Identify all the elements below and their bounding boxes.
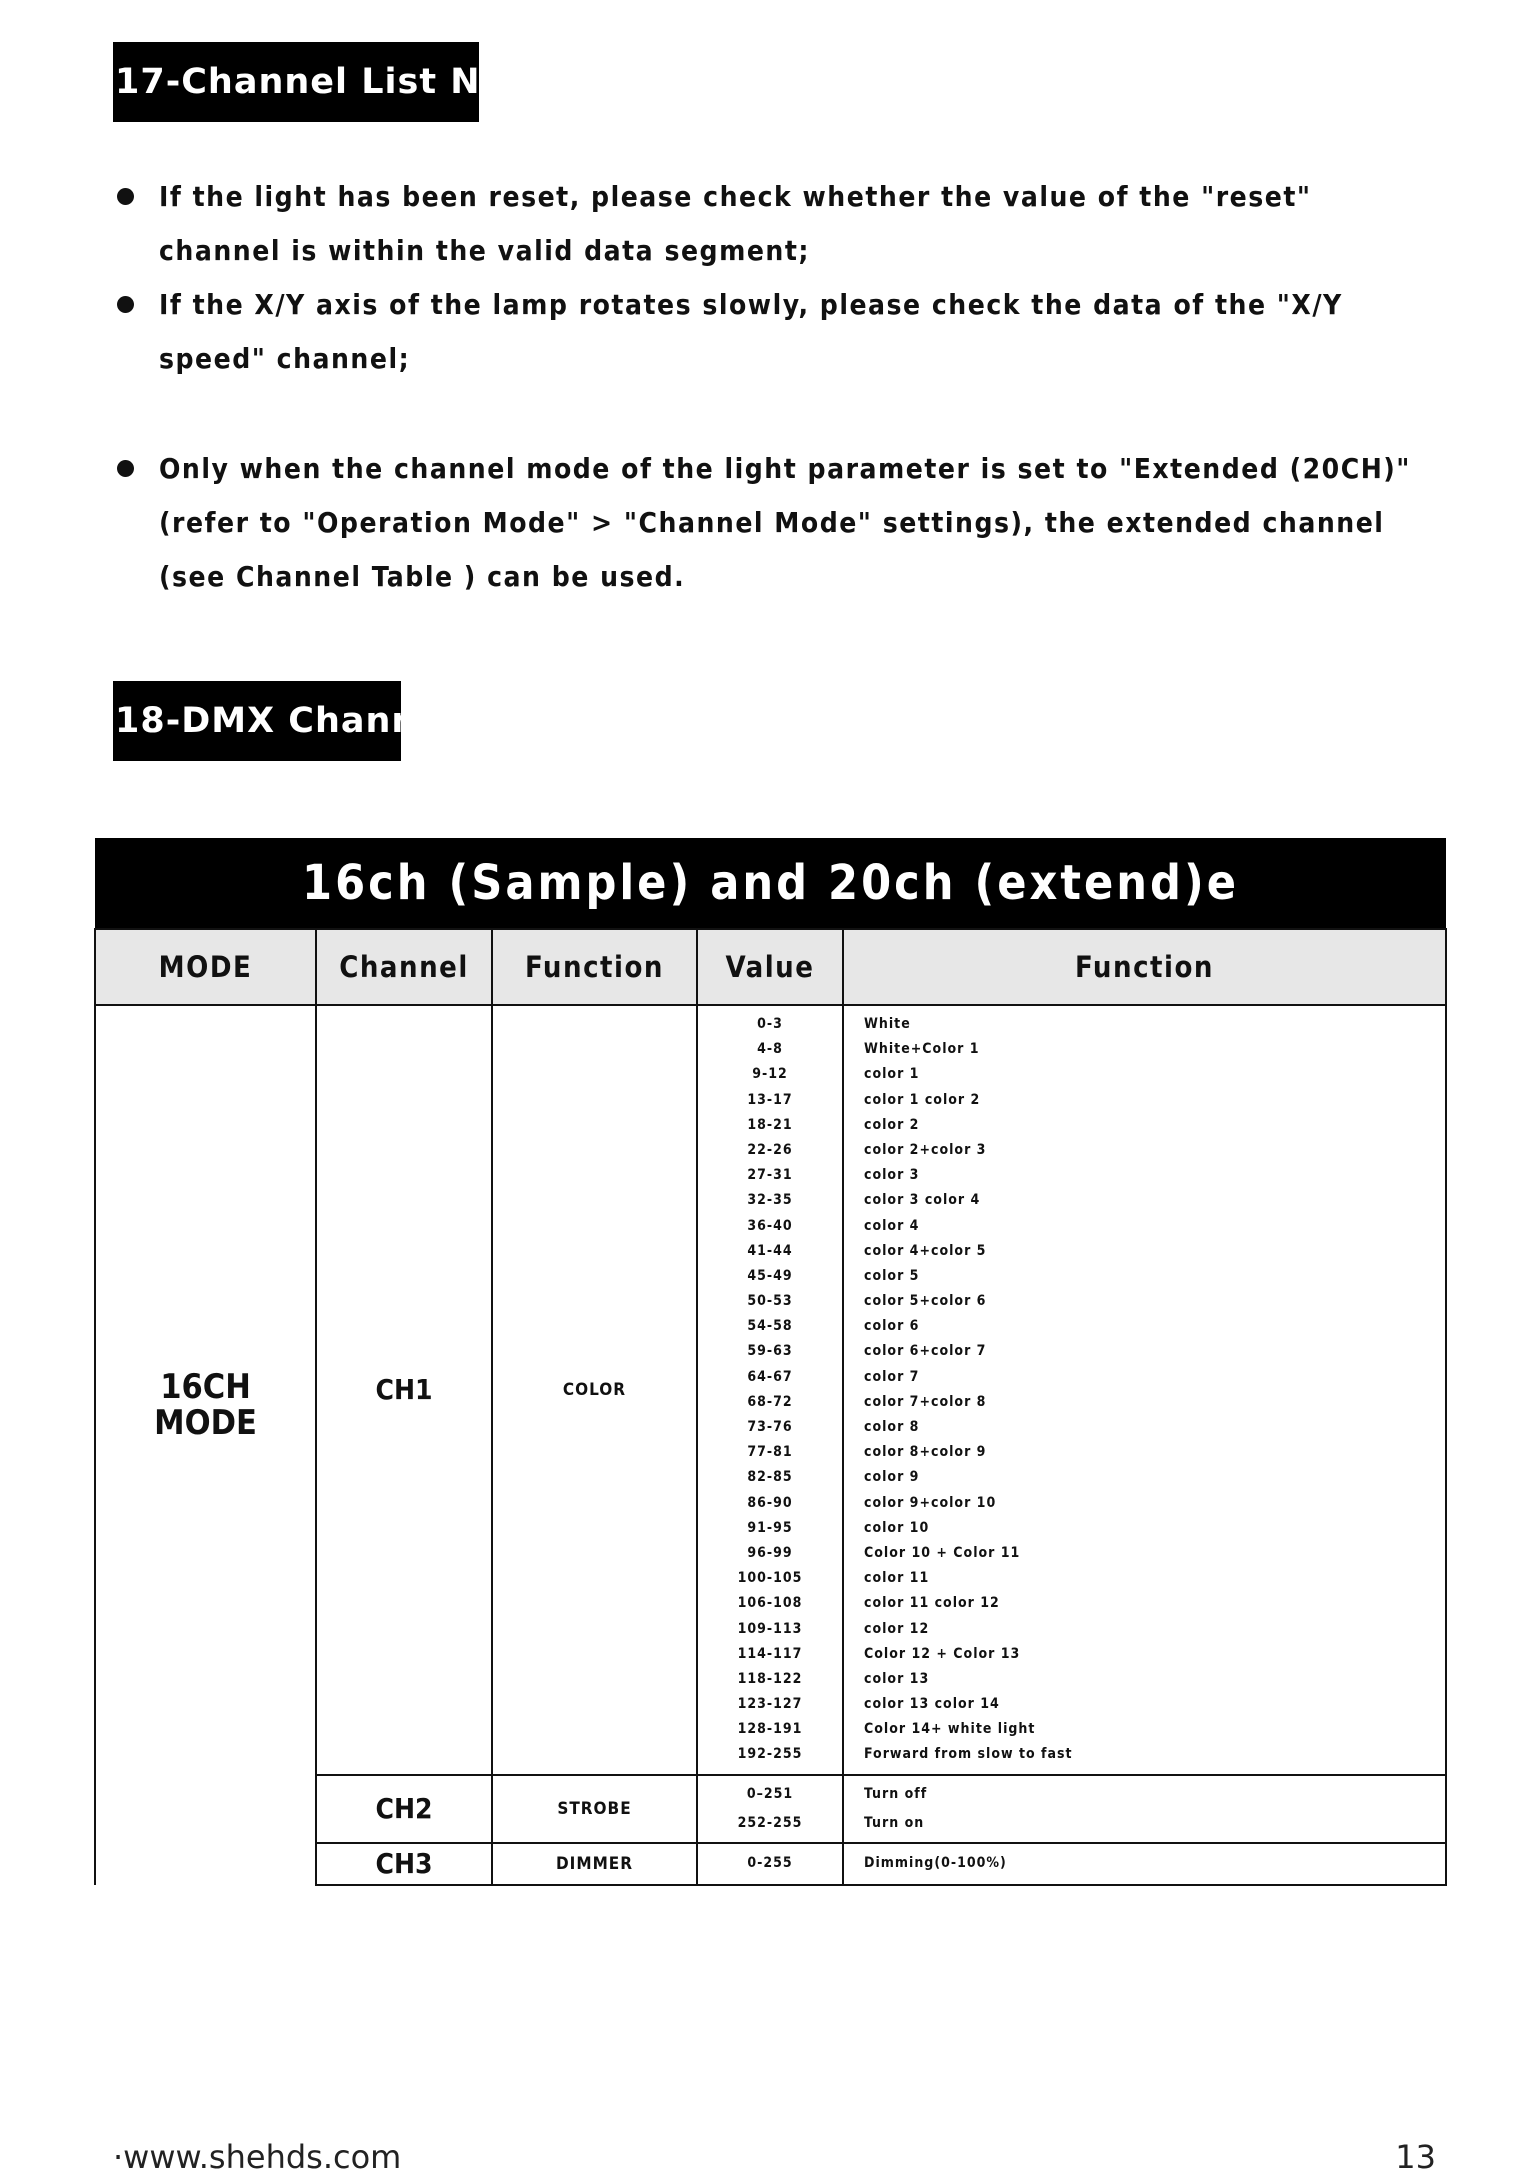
description-list xyxy=(864,1776,1445,1842)
channel-cell: CH1 xyxy=(316,1005,492,1775)
value-range: 59-63 xyxy=(747,1343,793,1360)
value-range: 0–251 xyxy=(746,1785,794,1802)
value-cell xyxy=(697,1775,843,1843)
notes-list xyxy=(113,170,1443,604)
value-description: Color 12 + Color 13 xyxy=(864,1645,1021,1662)
note-text: Only when the channel mode of the light parameter is set to "Extended (20CH)" (refer to "Operation Mode" > "Channel Mode" settings), the extended channel (see Channel Table ) can be used. xyxy=(159,452,1411,593)
value-list xyxy=(698,1851,842,1876)
value-range: 50-53 xyxy=(747,1293,793,1310)
value-range: 86-90 xyxy=(747,1494,793,1511)
header-function-description: Function xyxy=(843,929,1446,1005)
value-range: 4-8 xyxy=(757,1041,783,1058)
value-range: 41-44 xyxy=(747,1242,793,1259)
value-description: color 3 color 4 xyxy=(864,1192,981,1209)
value-description: color 8+color 9 xyxy=(864,1444,987,1461)
value-list xyxy=(698,1006,842,1774)
value-range: 128-191 xyxy=(737,1721,803,1738)
value-range: 36-40 xyxy=(747,1217,793,1234)
value-range: 13-17 xyxy=(747,1091,793,1108)
channel-cell: CH3 xyxy=(316,1843,492,1885)
value-description: color 11 color 12 xyxy=(864,1595,1000,1612)
value-description: color 1 color 2 xyxy=(864,1091,981,1108)
value-description: color 2+color 3 xyxy=(864,1141,987,1158)
bullet-icon xyxy=(117,296,134,313)
value-range: 82-85 xyxy=(747,1469,793,1486)
value-description: color 1 xyxy=(864,1066,920,1083)
mode-label-line2: MODE xyxy=(154,1403,257,1444)
value-description: color 12 xyxy=(864,1620,930,1637)
value-range: 192-255 xyxy=(737,1746,803,1763)
value-description: color 13 xyxy=(864,1670,930,1687)
mode-cell xyxy=(95,1005,316,1885)
section-heading-dmx-channel: 18-DMX Channel xyxy=(113,681,401,761)
channel-cell: CH2 xyxy=(316,1775,492,1843)
value-description: color 2 xyxy=(864,1116,920,1133)
bullet-icon xyxy=(117,460,134,477)
value-range: 68-72 xyxy=(747,1393,793,1410)
description-list xyxy=(864,1851,1445,1876)
value-description: Forward from slow to fast xyxy=(864,1746,1073,1763)
value-description: color 10 xyxy=(864,1519,930,1536)
value-description: Color 10 + Color 11 xyxy=(864,1544,1021,1561)
value-description: color 7+color 8 xyxy=(864,1393,987,1410)
note-item xyxy=(113,442,1443,604)
value-range: 77-81 xyxy=(747,1444,793,1461)
description-cell xyxy=(843,1775,1446,1843)
value-description: color 4+color 5 xyxy=(864,1242,987,1259)
value-description: White+Color 1 xyxy=(864,1041,980,1058)
value-description: color 11 xyxy=(864,1570,930,1587)
value-range: 18-21 xyxy=(747,1116,793,1133)
value-description: color 6 xyxy=(864,1318,920,1335)
value-range: 91-95 xyxy=(747,1519,793,1536)
value-description: color 3 xyxy=(864,1167,920,1184)
value-description: Turn off xyxy=(864,1785,928,1802)
value-range: 27-31 xyxy=(747,1167,793,1184)
value-description: color 6+color 7 xyxy=(864,1343,987,1360)
function-cell: STROBE xyxy=(492,1775,697,1843)
value-description: color 5 xyxy=(864,1267,920,1284)
section-heading-channel-notes: 17-Channel List Notes: xyxy=(113,42,479,122)
function-cell: COLOR xyxy=(492,1005,697,1775)
value-range: 45-49 xyxy=(747,1267,793,1284)
value-range: 109-113 xyxy=(737,1620,803,1637)
value-description: color 13 color 14 xyxy=(864,1696,1000,1713)
header-value: Value xyxy=(697,929,843,1005)
value-range: 73-76 xyxy=(747,1419,793,1435)
header-mode: MODE xyxy=(95,929,316,1005)
value-description: White xyxy=(864,1016,911,1032)
value-range: 96-99 xyxy=(747,1544,793,1561)
table-title: 16ch (Sample) and 20ch (extend)e xyxy=(95,838,1446,929)
value-range: 32-35 xyxy=(747,1192,793,1209)
footer-website: ·www.shehds.com xyxy=(113,2138,402,2176)
value-range: 9-12 xyxy=(752,1066,788,1083)
header-channel: Channel xyxy=(316,929,492,1005)
bullet-icon xyxy=(117,188,134,205)
value-list xyxy=(698,1776,842,1842)
value-range: 0-3 xyxy=(757,1016,783,1032)
value-range: 54-58 xyxy=(747,1318,793,1335)
note-text: If the X/Y axis of the lamp rotates slowly, please check the data of the "X/Y speed" channel; xyxy=(159,288,1343,375)
value-cell xyxy=(697,1843,843,1885)
value-description: Dimming(0-100%) xyxy=(864,1855,1007,1872)
value-description: Color 14+ white light xyxy=(864,1721,1036,1738)
value-description: color 4 xyxy=(864,1217,920,1234)
header-function: Function xyxy=(492,929,697,1005)
value-range: 100-105 xyxy=(737,1570,803,1587)
footer-page-number: 13 xyxy=(1395,2138,1436,2176)
value-range: 252-255 xyxy=(737,1814,803,1831)
value-description: color 8 xyxy=(864,1419,920,1435)
note-item xyxy=(113,278,1443,386)
description-list xyxy=(864,1006,1445,1774)
value-cell xyxy=(697,1005,843,1775)
value-description: color 7 xyxy=(864,1368,920,1385)
value-description: color 9+color 10 xyxy=(864,1494,997,1511)
mode-label-line1: 16CH xyxy=(160,1367,251,1408)
value-range: 64-67 xyxy=(747,1368,793,1385)
value-range: 106-108 xyxy=(737,1595,803,1612)
value-range: 0-255 xyxy=(747,1855,793,1872)
value-description: color 9 xyxy=(864,1469,920,1486)
value-range: 123-127 xyxy=(737,1696,803,1713)
note-text: If the light has been reset, please check whether the value of the "reset" channel is within the valid data segment; xyxy=(159,180,1312,267)
value-range: 22-26 xyxy=(747,1141,793,1158)
dmx-channel-table xyxy=(94,838,1447,1886)
value-description: Turn on xyxy=(864,1814,925,1831)
function-cell: DIMMER xyxy=(492,1843,697,1885)
value-range: 118-122 xyxy=(737,1670,803,1687)
note-item xyxy=(113,170,1443,278)
table-row-ch1 xyxy=(95,1005,1446,1775)
description-cell xyxy=(843,1843,1446,1885)
value-range: 114-117 xyxy=(737,1645,803,1662)
description-cell xyxy=(843,1005,1446,1775)
value-description: color 5+color 6 xyxy=(864,1293,987,1310)
